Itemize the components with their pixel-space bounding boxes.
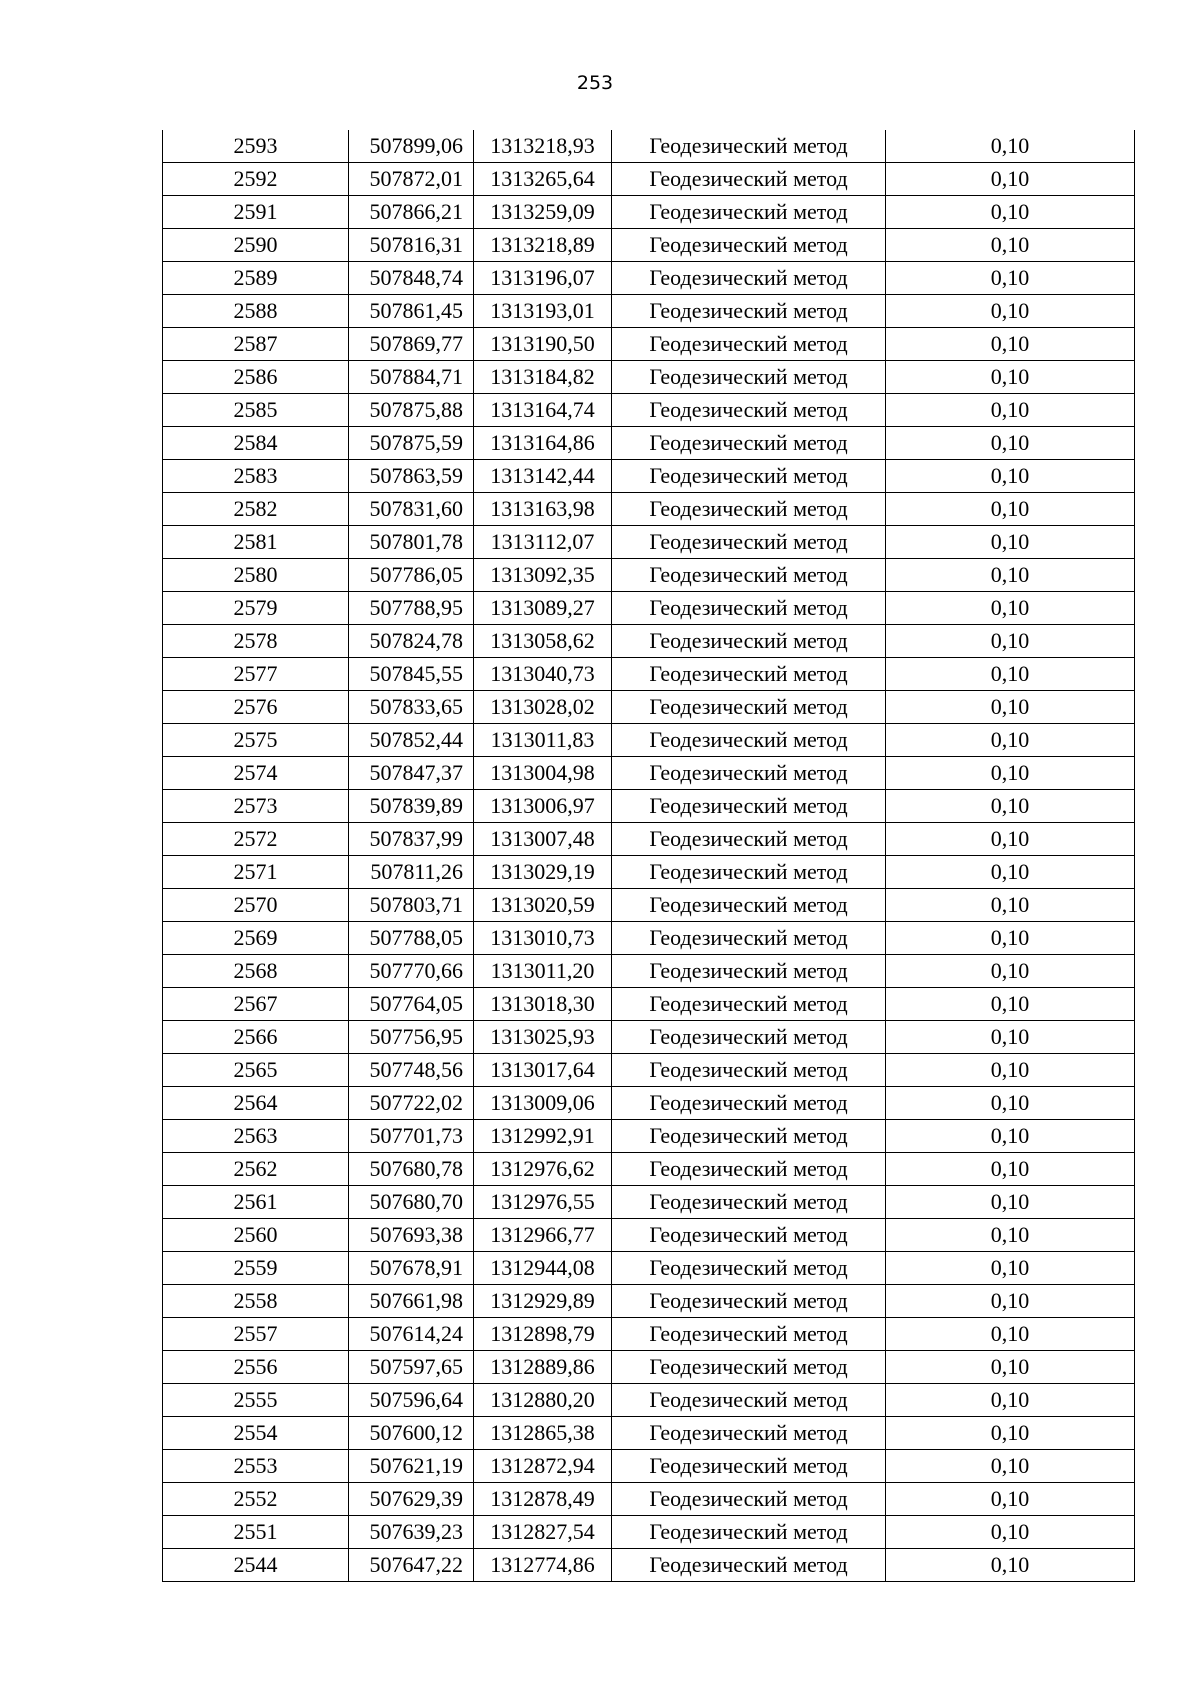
- method-cell: Геодезический метод: [612, 1219, 886, 1252]
- point-number-cell: 2584: [163, 427, 349, 460]
- table-row: [163, 790, 1135, 823]
- accuracy-cell: 0,10: [886, 1417, 1135, 1450]
- method-cell: Геодезический метод: [612, 757, 886, 790]
- accuracy-cell: 0,10: [886, 526, 1135, 559]
- y-coordinate-cell: 1313196,07: [474, 262, 612, 295]
- x-coordinate-cell: 507872,01: [349, 163, 474, 196]
- accuracy-cell: 0,10: [886, 1054, 1135, 1087]
- y-coordinate-cell: 1313265,64: [474, 163, 612, 196]
- method-cell: Геодезический метод: [612, 658, 886, 691]
- table-row: [163, 1450, 1135, 1483]
- x-coordinate-cell: 507748,56: [349, 1054, 474, 1087]
- y-coordinate-cell: 1312929,89: [474, 1285, 612, 1318]
- x-coordinate-cell: 507863,59: [349, 460, 474, 493]
- accuracy-cell: 0,10: [886, 1219, 1135, 1252]
- y-coordinate-cell: 1313007,48: [474, 823, 612, 856]
- method-cell: Геодезический метод: [612, 1516, 886, 1549]
- point-number-cell: 2578: [163, 625, 349, 658]
- x-coordinate-cell: 507848,74: [349, 262, 474, 295]
- y-coordinate-cell: 1313009,06: [474, 1087, 612, 1120]
- y-coordinate-cell: 1313163,98: [474, 493, 612, 526]
- x-coordinate-cell: 507788,95: [349, 592, 474, 625]
- y-coordinate-cell: 1312966,77: [474, 1219, 612, 1252]
- method-cell: Геодезический метод: [612, 922, 886, 955]
- y-coordinate-cell: 1312872,94: [474, 1450, 612, 1483]
- x-coordinate-cell: 507678,91: [349, 1252, 474, 1285]
- accuracy-cell: 0,10: [886, 262, 1135, 295]
- y-coordinate-cell: 1313092,35: [474, 559, 612, 592]
- point-number-cell: 2565: [163, 1054, 349, 1087]
- y-coordinate-cell: 1313190,50: [474, 328, 612, 361]
- point-number-cell: 2561: [163, 1186, 349, 1219]
- table-row: [163, 427, 1135, 460]
- point-number-cell: 2557: [163, 1318, 349, 1351]
- x-coordinate-cell: 507875,88: [349, 394, 474, 427]
- table-row: [163, 724, 1135, 757]
- y-coordinate-cell: 1312827,54: [474, 1516, 612, 1549]
- x-coordinate-cell: 507629,39: [349, 1483, 474, 1516]
- y-coordinate-cell: 1313164,74: [474, 394, 612, 427]
- y-coordinate-cell: 1312889,86: [474, 1351, 612, 1384]
- accuracy-cell: 0,10: [886, 988, 1135, 1021]
- method-cell: Геодезический метод: [612, 295, 886, 328]
- method-cell: Геодезический метод: [612, 724, 886, 757]
- point-number-cell: 2562: [163, 1153, 349, 1186]
- table-row: [163, 559, 1135, 592]
- table-row: [163, 1087, 1135, 1120]
- accuracy-cell: 0,10: [886, 823, 1135, 856]
- method-cell: Геодезический метод: [612, 889, 886, 922]
- y-coordinate-cell: 1313017,64: [474, 1054, 612, 1087]
- table-row: [163, 394, 1135, 427]
- accuracy-cell: 0,10: [886, 724, 1135, 757]
- accuracy-cell: 0,10: [886, 1186, 1135, 1219]
- table-row: [163, 625, 1135, 658]
- table-row: [163, 1318, 1135, 1351]
- method-cell: Геодезический метод: [612, 1285, 886, 1318]
- y-coordinate-cell: 1312976,55: [474, 1186, 612, 1219]
- x-coordinate-cell: 507621,19: [349, 1450, 474, 1483]
- table-row: [163, 1219, 1135, 1252]
- table-row: [163, 460, 1135, 493]
- point-number-cell: 2563: [163, 1120, 349, 1153]
- method-cell: Геодезический метод: [612, 493, 886, 526]
- method-cell: Геодезический метод: [612, 1186, 886, 1219]
- y-coordinate-cell: 1313018,30: [474, 988, 612, 1021]
- method-cell: Геодезический метод: [612, 1417, 886, 1450]
- x-coordinate-cell: 507770,66: [349, 955, 474, 988]
- method-cell: Геодезический метод: [612, 361, 886, 394]
- accuracy-cell: 0,10: [886, 361, 1135, 394]
- point-number-cell: 2575: [163, 724, 349, 757]
- point-number-cell: 2569: [163, 922, 349, 955]
- y-coordinate-cell: 1312944,08: [474, 1252, 612, 1285]
- x-coordinate-cell: 507847,37: [349, 757, 474, 790]
- accuracy-cell: 0,10: [886, 328, 1135, 361]
- x-coordinate-cell: 507788,05: [349, 922, 474, 955]
- accuracy-cell: 0,10: [886, 130, 1135, 163]
- method-cell: Геодезический метод: [612, 1087, 886, 1120]
- method-cell: Геодезический метод: [612, 559, 886, 592]
- method-cell: Геодезический метод: [612, 394, 886, 427]
- y-coordinate-cell: 1313142,44: [474, 460, 612, 493]
- table-row: [163, 1252, 1135, 1285]
- method-cell: Геодезический метод: [612, 625, 886, 658]
- table-row: [163, 757, 1135, 790]
- accuracy-cell: 0,10: [886, 1384, 1135, 1417]
- point-number-cell: 2580: [163, 559, 349, 592]
- y-coordinate-cell: 1313029,19: [474, 856, 612, 889]
- method-cell: Геодезический метод: [612, 1318, 886, 1351]
- point-number-cell: 2567: [163, 988, 349, 1021]
- accuracy-cell: 0,10: [886, 1285, 1135, 1318]
- accuracy-cell: 0,10: [886, 196, 1135, 229]
- method-cell: Геодезический метод: [612, 988, 886, 1021]
- table-row: [163, 130, 1135, 163]
- x-coordinate-cell: 507786,05: [349, 559, 474, 592]
- y-coordinate-cell: 1313020,59: [474, 889, 612, 922]
- table-body: [163, 130, 1135, 1582]
- method-cell: Геодезический метод: [612, 790, 886, 823]
- table-row: [163, 955, 1135, 988]
- table-row: [163, 592, 1135, 625]
- x-coordinate-cell: 507845,55: [349, 658, 474, 691]
- point-number-cell: 2586: [163, 361, 349, 394]
- point-number-cell: 2576: [163, 691, 349, 724]
- accuracy-cell: 0,10: [886, 922, 1135, 955]
- method-cell: Геодезический метод: [612, 691, 886, 724]
- point-number-cell: 2568: [163, 955, 349, 988]
- method-cell: Геодезический метод: [612, 1120, 886, 1153]
- point-number-cell: 2590: [163, 229, 349, 262]
- table-row: [163, 889, 1135, 922]
- point-number-cell: 2592: [163, 163, 349, 196]
- accuracy-cell: 0,10: [886, 1318, 1135, 1351]
- y-coordinate-cell: 1312898,79: [474, 1318, 612, 1351]
- accuracy-cell: 0,10: [886, 1483, 1135, 1516]
- point-number-cell: 2566: [163, 1021, 349, 1054]
- y-coordinate-cell: 1313010,73: [474, 922, 612, 955]
- accuracy-cell: 0,10: [886, 955, 1135, 988]
- y-coordinate-cell: 1313040,73: [474, 658, 612, 691]
- point-number-cell: 2572: [163, 823, 349, 856]
- point-number-cell: 2588: [163, 295, 349, 328]
- x-coordinate-cell: 507680,78: [349, 1153, 474, 1186]
- accuracy-cell: 0,10: [886, 559, 1135, 592]
- method-cell: Геодезический метод: [612, 526, 886, 559]
- method-cell: Геодезический метод: [612, 1351, 886, 1384]
- y-coordinate-cell: 1313011,20: [474, 955, 612, 988]
- table-row: [163, 229, 1135, 262]
- table-row: [163, 262, 1135, 295]
- y-coordinate-cell: 1313184,82: [474, 361, 612, 394]
- table-row: [163, 1186, 1135, 1219]
- y-coordinate-cell: 1312976,62: [474, 1153, 612, 1186]
- point-number-cell: 2544: [163, 1549, 349, 1582]
- method-cell: Геодезический метод: [612, 1054, 886, 1087]
- y-coordinate-cell: 1312774,86: [474, 1549, 612, 1582]
- x-coordinate-cell: 507597,65: [349, 1351, 474, 1384]
- table-row: [163, 295, 1135, 328]
- x-coordinate-cell: 507614,24: [349, 1318, 474, 1351]
- x-coordinate-cell: 507861,45: [349, 295, 474, 328]
- accuracy-cell: 0,10: [886, 790, 1135, 823]
- point-number-cell: 2581: [163, 526, 349, 559]
- table-row: [163, 1285, 1135, 1318]
- y-coordinate-cell: 1312865,38: [474, 1417, 612, 1450]
- table-row: [163, 196, 1135, 229]
- point-number-cell: 2583: [163, 460, 349, 493]
- method-cell: Геодезический метод: [612, 427, 886, 460]
- method-cell: Геодезический метод: [612, 163, 886, 196]
- table-row: [163, 1153, 1135, 1186]
- accuracy-cell: 0,10: [886, 460, 1135, 493]
- y-coordinate-cell: 1313089,27: [474, 592, 612, 625]
- x-coordinate-cell: 507837,99: [349, 823, 474, 856]
- accuracy-cell: 0,10: [886, 1153, 1135, 1186]
- accuracy-cell: 0,10: [886, 163, 1135, 196]
- table-row: [163, 361, 1135, 394]
- method-cell: Геодезический метод: [612, 460, 886, 493]
- table-row: [163, 526, 1135, 559]
- method-cell: Геодезический метод: [612, 823, 886, 856]
- table-row: [163, 856, 1135, 889]
- table-row: [163, 922, 1135, 955]
- x-coordinate-cell: 507816,31: [349, 229, 474, 262]
- table-row: [163, 328, 1135, 361]
- coordinates-table: [162, 130, 1135, 1582]
- method-cell: Геодезический метод: [612, 1153, 886, 1186]
- accuracy-cell: 0,10: [886, 1549, 1135, 1582]
- y-coordinate-cell: 1313028,02: [474, 691, 612, 724]
- x-coordinate-cell: 507831,60: [349, 493, 474, 526]
- point-number-cell: 2553: [163, 1450, 349, 1483]
- point-number-cell: 2574: [163, 757, 349, 790]
- point-number-cell: 2573: [163, 790, 349, 823]
- y-coordinate-cell: 1313011,83: [474, 724, 612, 757]
- table-row: [163, 1351, 1135, 1384]
- method-cell: Геодезический метод: [612, 130, 886, 163]
- y-coordinate-cell: 1313218,93: [474, 130, 612, 163]
- accuracy-cell: 0,10: [886, 1351, 1135, 1384]
- accuracy-cell: 0,10: [886, 1252, 1135, 1285]
- accuracy-cell: 0,10: [886, 592, 1135, 625]
- table-row: [163, 1516, 1135, 1549]
- point-number-cell: 2564: [163, 1087, 349, 1120]
- point-number-cell: 2579: [163, 592, 349, 625]
- point-number-cell: 2585: [163, 394, 349, 427]
- accuracy-cell: 0,10: [886, 394, 1135, 427]
- point-number-cell: 2552: [163, 1483, 349, 1516]
- x-coordinate-cell: 507833,65: [349, 691, 474, 724]
- method-cell: Геодезический метод: [612, 592, 886, 625]
- accuracy-cell: 0,10: [886, 1021, 1135, 1054]
- accuracy-cell: 0,10: [886, 1087, 1135, 1120]
- accuracy-cell: 0,10: [886, 625, 1135, 658]
- point-number-cell: 2560: [163, 1219, 349, 1252]
- method-cell: Геодезический метод: [612, 856, 886, 889]
- accuracy-cell: 0,10: [886, 1120, 1135, 1153]
- y-coordinate-cell: 1313193,01: [474, 295, 612, 328]
- accuracy-cell: 0,10: [886, 427, 1135, 460]
- x-coordinate-cell: 507600,12: [349, 1417, 474, 1450]
- x-coordinate-cell: 507722,02: [349, 1087, 474, 1120]
- point-number-cell: 2571: [163, 856, 349, 889]
- method-cell: Геодезический метод: [612, 196, 886, 229]
- x-coordinate-cell: 507875,59: [349, 427, 474, 460]
- x-coordinate-cell: 507866,21: [349, 196, 474, 229]
- accuracy-cell: 0,10: [886, 295, 1135, 328]
- accuracy-cell: 0,10: [886, 1516, 1135, 1549]
- x-coordinate-cell: 507639,23: [349, 1516, 474, 1549]
- method-cell: Геодезический метод: [612, 955, 886, 988]
- x-coordinate-cell: 507803,71: [349, 889, 474, 922]
- point-number-cell: 2554: [163, 1417, 349, 1450]
- point-number-cell: 2577: [163, 658, 349, 691]
- point-number-cell: 2570: [163, 889, 349, 922]
- y-coordinate-cell: 1313259,09: [474, 196, 612, 229]
- point-number-cell: 2591: [163, 196, 349, 229]
- table-row: [163, 1054, 1135, 1087]
- table-row: [163, 1021, 1135, 1054]
- x-coordinate-cell: 507824,78: [349, 625, 474, 658]
- x-coordinate-cell: 507801,78: [349, 526, 474, 559]
- table-row: [163, 1483, 1135, 1516]
- y-coordinate-cell: 1313058,62: [474, 625, 612, 658]
- method-cell: Геодезический метод: [612, 229, 886, 262]
- accuracy-cell: 0,10: [886, 229, 1135, 262]
- y-coordinate-cell: 1313164,86: [474, 427, 612, 460]
- accuracy-cell: 0,10: [886, 691, 1135, 724]
- table-row: [163, 163, 1135, 196]
- y-coordinate-cell: 1313218,89: [474, 229, 612, 262]
- table-row: [163, 823, 1135, 856]
- point-number-cell: 2589: [163, 262, 349, 295]
- method-cell: Геодезический метод: [612, 1384, 886, 1417]
- accuracy-cell: 0,10: [886, 658, 1135, 691]
- y-coordinate-cell: 1312992,91: [474, 1120, 612, 1153]
- point-number-cell: 2593: [163, 130, 349, 163]
- point-number-cell: 2551: [163, 1516, 349, 1549]
- method-cell: Геодезический метод: [612, 1549, 886, 1582]
- x-coordinate-cell: 507852,44: [349, 724, 474, 757]
- table-row: [163, 1549, 1135, 1582]
- x-coordinate-cell: 507647,22: [349, 1549, 474, 1582]
- x-coordinate-cell: 507811,26: [349, 856, 474, 889]
- table-row: [163, 1120, 1135, 1153]
- point-number-cell: 2582: [163, 493, 349, 526]
- x-coordinate-cell: 507756,95: [349, 1021, 474, 1054]
- y-coordinate-cell: 1312878,49: [474, 1483, 612, 1516]
- accuracy-cell: 0,10: [886, 757, 1135, 790]
- x-coordinate-cell: 507680,70: [349, 1186, 474, 1219]
- method-cell: Геодезический метод: [612, 1021, 886, 1054]
- table-row: [163, 988, 1135, 1021]
- accuracy-cell: 0,10: [886, 889, 1135, 922]
- method-cell: Геодезический метод: [612, 1450, 886, 1483]
- method-cell: Геодезический метод: [612, 1483, 886, 1516]
- table-row: [163, 1417, 1135, 1450]
- x-coordinate-cell: 507693,38: [349, 1219, 474, 1252]
- table-row: [163, 1384, 1135, 1417]
- point-number-cell: 2559: [163, 1252, 349, 1285]
- y-coordinate-cell: 1313112,07: [474, 526, 612, 559]
- point-number-cell: 2555: [163, 1384, 349, 1417]
- point-number-cell: 2556: [163, 1351, 349, 1384]
- x-coordinate-cell: 507764,05: [349, 988, 474, 1021]
- table-row: [163, 691, 1135, 724]
- method-cell: Геодезический метод: [612, 1252, 886, 1285]
- accuracy-cell: 0,10: [886, 1450, 1135, 1483]
- y-coordinate-cell: 1313006,97: [474, 790, 612, 823]
- x-coordinate-cell: 507839,89: [349, 790, 474, 823]
- x-coordinate-cell: 507596,64: [349, 1384, 474, 1417]
- x-coordinate-cell: 507884,71: [349, 361, 474, 394]
- point-number-cell: 2558: [163, 1285, 349, 1318]
- point-number-cell: 2587: [163, 328, 349, 361]
- y-coordinate-cell: 1312880,20: [474, 1384, 612, 1417]
- table-row: [163, 493, 1135, 526]
- x-coordinate-cell: 507899,06: [349, 130, 474, 163]
- method-cell: Геодезический метод: [612, 328, 886, 361]
- accuracy-cell: 0,10: [886, 856, 1135, 889]
- page-number: 253: [576, 72, 614, 94]
- table-row: [163, 658, 1135, 691]
- method-cell: Геодезический метод: [612, 262, 886, 295]
- x-coordinate-cell: 507869,77: [349, 328, 474, 361]
- x-coordinate-cell: 507701,73: [349, 1120, 474, 1153]
- x-coordinate-cell: 507661,98: [349, 1285, 474, 1318]
- accuracy-cell: 0,10: [886, 493, 1135, 526]
- y-coordinate-cell: 1313004,98: [474, 757, 612, 790]
- y-coordinate-cell: 1313025,93: [474, 1021, 612, 1054]
